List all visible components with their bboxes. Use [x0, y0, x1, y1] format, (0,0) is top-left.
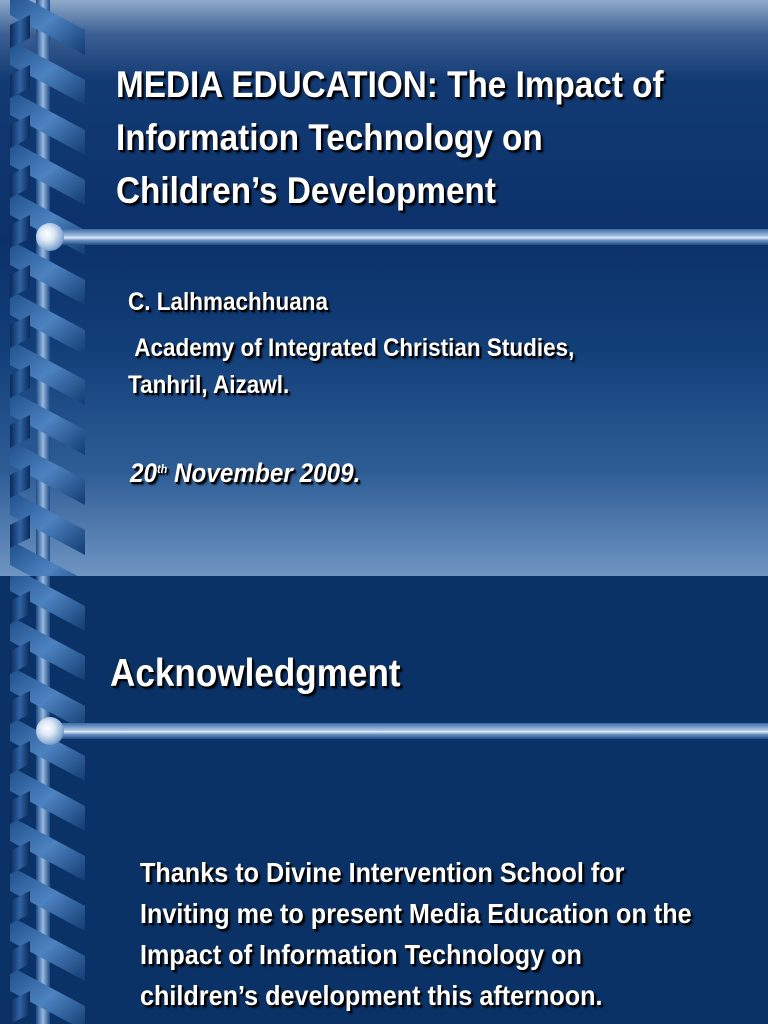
rule-knob-icon — [36, 717, 64, 745]
rule-knob-icon — [36, 223, 64, 251]
author-affiliation: Academy of Integrated Christian Studies, Tanhril, Aizawl. — [128, 334, 581, 399]
title-divider — [40, 723, 768, 739]
date-rest: November 2009. — [167, 458, 361, 488]
acknowledgment-body: Thanks to Divine Intervention School for Inviting me to present Media Education on the Impact of Information Technology on children’s development this afternoon. — [140, 857, 692, 1011]
spiral-binding-icon — [0, 576, 90, 1024]
slide-title: MEDIA EDUCATION: The Impact of Information Technology on Children’s Development — [116, 64, 664, 211]
date-day: 20 — [130, 458, 158, 488]
presentation-date — [130, 458, 360, 489]
author-name: C. Lalhmachhuana — [128, 288, 329, 316]
slide-title: Acknowledgment — [110, 652, 401, 695]
spiral-binding-icon — [0, 0, 90, 576]
title-divider — [40, 229, 768, 245]
date-suffix: th — [157, 462, 168, 476]
